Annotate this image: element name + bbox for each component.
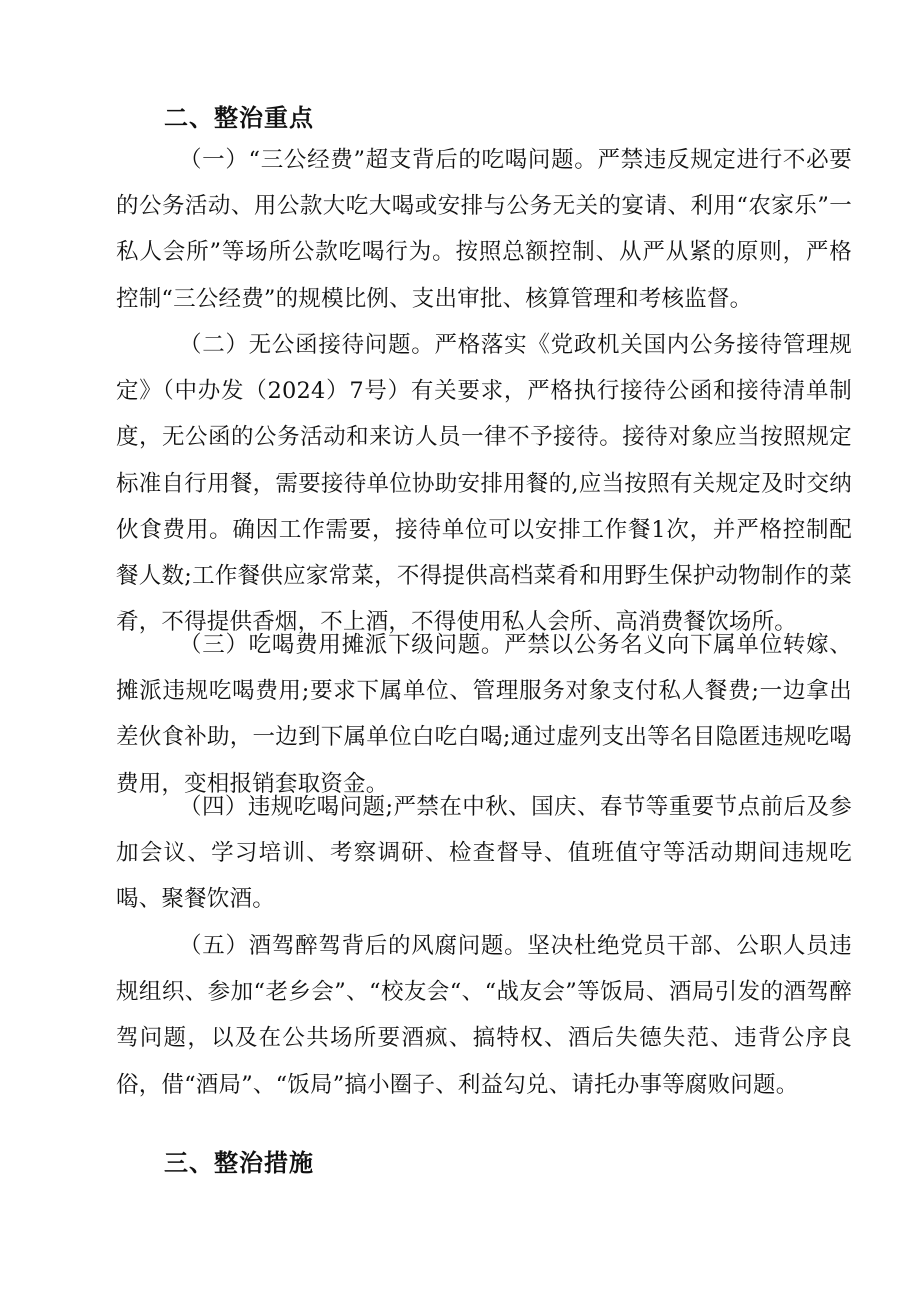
paragraph-drunk-driving-corruption: （五）酒驾醉驾背后的风腐问题。坚决杜绝党员干部、公职人员违规组织、参加“老乡会”、“校友会“、“战友会”等饭局、酒局引发的酒驾醉驾问题，以及在公共场所要酒疯、搞特权、酒后失德失范、违背公序良俗，借“酒局”、“饭局”搞小圈子、利益勾兑、请托办事等腐败问题。 bbox=[116, 933, 852, 1098]
section-heading-key-points: 二、整治重点 bbox=[164, 104, 314, 132]
paragraph-expense-apportionment: （三）吃喝费用摊派下级问题。严禁以公务名义向下属单位转嫁、摊派违规吃喝费用;要求下属单位、管理服务对象支付私人餐费;一边拿出差伙食补助，一边到下属单位白吃白喝;通过虚列支出等名目隐匿违规吃喝费用，变相报销套取资金。 bbox=[116, 632, 852, 797]
paragraph-illegal-dining: （四）违规吃喝问题;严禁在中秋、国庆、春节等重要节点前后及参加会议、学习培训、考察调研、检查督导、值班值守等活动期间违规吃喝、聚餐饮酒。 bbox=[116, 794, 852, 913]
paragraph-no-official-letter-reception: （二）无公函接待问题。严格落实《党政机关国内公务接待管理规定》（中办发（2024）7号）有关要求，严格执行接待公函和接待清单制度，无公函的公务活动和来访人员一律不予接待。接待对象应当按照规定标准自行用餐，需要接待单位协助安排用餐的,应当按照有关规定及时交纳伙食费用。确因工作需要，接待单位可以安排工作餐1次，并严格控制配餐人数;工作餐供应家常菜，不得提供高档菜肴和用野生保护动物制作的菜肴，不得提供香烟，不上酒，不得使用私人会所、高消费餐饮场所。 bbox=[116, 332, 852, 636]
section-heading-measures: 三、整治措施 bbox=[164, 1149, 314, 1177]
paragraph-three-public-expenses: （一）“三公经费”超支背后的吃喝问题。严禁违反规定进行不必要的公务活动、用公款大吃大喝或安排与公务无关的宴请、利用“农家乐”一私人会所”等场所公款吃喝行为。按照总额控制、从严从紧的原则，严格控制“三公经费”的规模比例、支出审批、核算管理和考核监督。 bbox=[116, 147, 852, 312]
